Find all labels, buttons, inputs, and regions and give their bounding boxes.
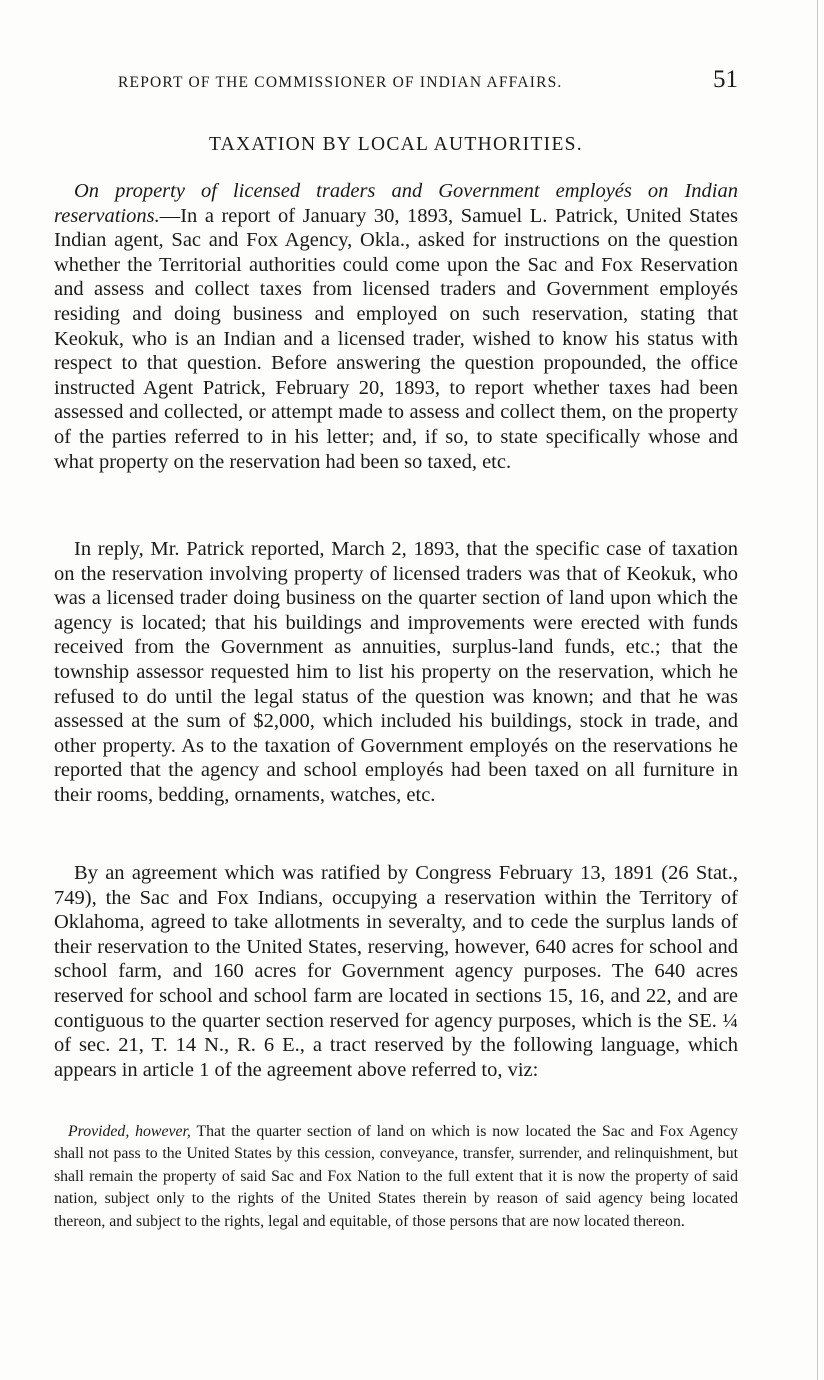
running-title: REPORT OF THE COMMISSIONER OF INDIAN AFFAIRS. xyxy=(118,74,563,91)
section-heading: TAXATION BY LOCAL AUTHORITIES. xyxy=(209,134,583,155)
paragraph-2: In reply, Mr. Patrick reported, March 2, 1893, that the specific case of taxation on the reservation involving property of licensed traders was that of Keokuk, who was a licensed trader doing business on the quarter section of land upon which the agency is located; that his buildings and improvements were erected with funds received from the Government as annuities, surplus-land funds, etc.; that the township assessor requested him to list his property on the reservation, which he refused to do until the legal status of the question was known; and that he was assessed at the sum of $2,000, which included his buildings, stock in trade, and other property. As to the taxation of Government employés on the reservations he reported that the agency and school employés had been taxed on all furniture in their rooms, bedding, ornaments, watches, etc. xyxy=(54,538,738,806)
paragraph-1-body: —In a report of January 30, 1893, Samuel L. Patrick, United States Indian agent, Sac and Fox Agency, Okla., asked for instructions on the question whether the Territorial authorities could come upon the Sac and Fox Reservation and assess and collect taxes from licensed traders and Government employés residing and doing business and employed on such reservation, stating that Keokuk, who is an Indian and a licensed trader, wished to know his status with respect to that question. Before answering the question propounded, the office instructed Agent Patrick, February 20, 1893, to report whether taxes had been assessed and collected, or attempt made to assess and collect them, on the property of the parties referred to in his letter; and, if so, to state specifically whose and what property on the reservation had been so taxed, etc. xyxy=(54,204,738,473)
quote-lead: Provided, however, xyxy=(68,1123,191,1140)
page-edge-line xyxy=(817,0,818,1380)
paragraph-1-lead: On property of licensed traders and Government employés on Indian reservations. xyxy=(54,180,738,227)
paragraph-1 xyxy=(54,179,738,474)
paragraph-3: By an agreement which was ratified by Congress February 13, 1891 (26 Stat., 749), the Sac and Fox Indians, occupying a reservation within the Territory of Oklahoma, agreed to take allotments in severalty, and to cede the surplus lands of their reservation to the United States, reserving, however, 640 acres for school and school farm, and 160 acres for Government agency purposes. The 640 acres reserved for school and school farm are located in sections 15, 16, and 22, and are contiguous to the quarter section reserved for agency purposes, which is the SE. ¼ of sec. 21, T. 14 N., R. 6 E., a tract reserved by the following language, which appears in article 1 of the agreement above referred to, viz: xyxy=(54,862,738,1081)
quoted-provision xyxy=(54,1121,738,1233)
running-header xyxy=(118,66,740,100)
page-number: 51 xyxy=(713,66,738,93)
quote-body: That the quarter section of land on which is now located the Sac and Fox Agency shall not pass to the United States by this cession, conveyance, transfer, surrender, and relinquishment, but shall remain the property of said Sac and Fox Nation to the full extent that it is now the property of said nation, subject only to the rights of the United States therein by reason of said agency being located thereon, and subject to the rights, legal and equitable, of those persons that are now located thereon. xyxy=(54,1123,739,1230)
